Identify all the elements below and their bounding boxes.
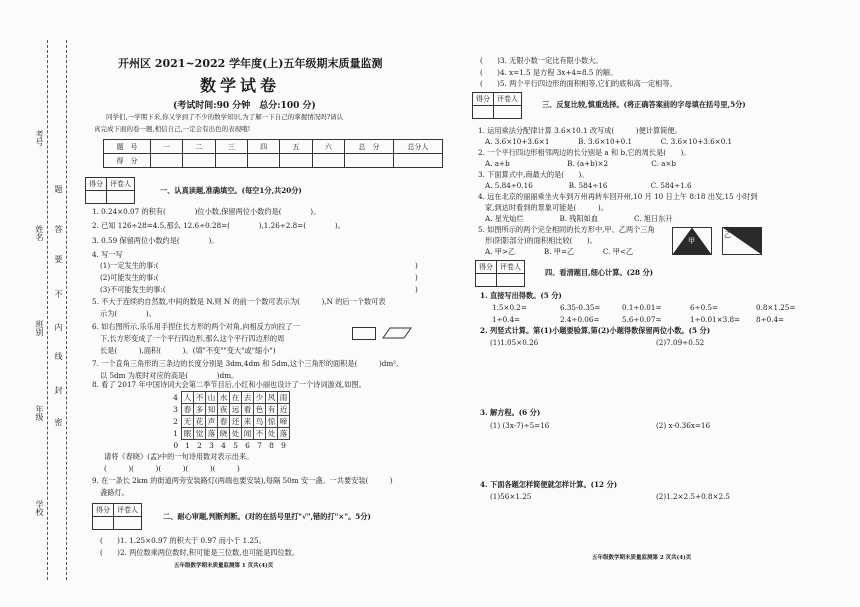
s1-item-6-cont2: 长是( ),面积( )。(填"不变""变大"或"缩小") <box>100 346 276 355</box>
seal-char: 要 <box>54 255 63 263</box>
score-header: 四 <box>247 140 279 154</box>
section1-title: 一、认真读题,准确填空。(每空1分,共20分) <box>160 186 302 195</box>
grid-cell: 山 <box>206 392 218 404</box>
s1-item-9: 9. 在一条长 2km 的街道两旁安装路灯(两端也要安装),每隔 50m 安一盏。一共要安装( ) <box>92 476 393 485</box>
s4-q4-title: 4. 下面各题怎样简便就怎样计算。(12 分) <box>480 480 618 489</box>
s4-q2-item: (1)1.05×0.26 <box>490 338 539 347</box>
label-yi: 乙 <box>724 231 731 239</box>
grader-reviewer-label: 评卷人 <box>114 504 142 517</box>
y-label: 3 <box>173 405 178 414</box>
s3-line: A. 甲>乙 B. 甲=乙 C. 甲<乙 <box>485 247 634 256</box>
s1-item-8-answers: ( )( )( )( )( ) <box>104 464 240 473</box>
s4-q3-item: (1) (3x-7)÷5=16 <box>490 421 550 430</box>
score-cell[interactable] <box>183 154 215 168</box>
s3-line: 1. 运用乘法分配律计算 3.6×10.1 改写成( )便计算简便。 <box>478 126 682 135</box>
grid-cell: 知 <box>206 404 218 416</box>
grader-box-1 <box>85 177 135 204</box>
rectangle-figure <box>352 327 376 340</box>
s4-q4-item: (2)1.2×2.5+0.8×2.5 <box>656 492 730 501</box>
grid-cell: 在 <box>230 392 242 404</box>
grid-cell: 远 <box>230 404 242 416</box>
s1-item-7: 7. 一个直角三角形的三条边的长度分别是 3dm,4dm 和 5dm,这个三角形的面积是( )dm², <box>92 359 399 368</box>
section3-title: 三、反复比较,慎重选择。(将正确答案前的字母填在括号里,5分) <box>542 100 746 109</box>
poem-grid <box>170 391 290 451</box>
s1-item-2: 2. 已知 126÷28=4.5,那么 12.6÷0.28=( ),1.26÷2.8=( )。 <box>92 221 345 230</box>
y-label: 2 <box>173 417 178 426</box>
score-cell[interactable] <box>151 154 183 168</box>
grid-cell: 不 <box>254 428 266 440</box>
seal-char: 封 <box>54 386 63 394</box>
score-cell[interactable] <box>280 154 312 168</box>
grader-score-label: 得分 <box>473 93 494 106</box>
grader-box-4 <box>475 260 525 287</box>
label-exam-number: 考号 <box>35 130 44 146</box>
score-row-label: 得 分 <box>104 154 151 168</box>
score-header: 总 分 <box>345 140 394 154</box>
seal-char: 内 <box>54 323 63 331</box>
subject-title: 数学试卷 <box>200 76 281 95</box>
grader-cell[interactable] <box>107 191 135 204</box>
grid-cell: 来 <box>242 416 254 428</box>
calc-item: 6.35-0.35= <box>560 303 601 312</box>
origin-label: 0 <box>173 440 179 450</box>
score-header: 三 <box>215 140 247 154</box>
grid-cell: 落 <box>206 428 218 440</box>
x-label: 8 <box>269 441 274 450</box>
grader-score-label: 得分 <box>476 261 497 274</box>
x-label: 2 <box>197 441 202 450</box>
score-cell[interactable] <box>312 154 344 168</box>
s3-line: 5. 如图所示的两个完全相同的长方形中,甲、乙两个三角 <box>478 225 655 234</box>
s3-line: 形(阴影部分)的面积相比较( )。 <box>485 236 597 245</box>
s3-line: A. 3.6×10+3.6×1 B. 3.6×10+0.1 C. 3.6×10+3.6×0.1 <box>485 137 733 146</box>
grader-box-2 <box>92 503 142 530</box>
grader-box-3 <box>472 92 522 119</box>
s1-item-4-1: (1)一定发生的事:( <box>100 261 159 270</box>
greeting-line-2: 真完成下面的卷一题,相信自己,一定会有出色的表现哦! <box>94 125 251 133</box>
grid-cell: 眠 <box>182 428 194 440</box>
calc-item: 2.4÷0.06= <box>560 315 600 324</box>
x-label: 9 <box>281 441 286 450</box>
grid-cell: 闻 <box>242 428 254 440</box>
seal-char: 密 <box>54 418 63 426</box>
grid-cell: 晓 <box>218 428 230 440</box>
s4-q2-item: (2)7.09÷0.52 <box>656 338 705 347</box>
grid-cell: 声 <box>206 416 218 428</box>
s1-item-3: 3. 0.59 保留两位小数约是( )。 <box>92 236 219 245</box>
grader-cell[interactable] <box>494 106 522 119</box>
s4-q3-title: 3. 解方程。(6 分) <box>480 408 541 417</box>
score-header: 总分人 <box>394 140 443 154</box>
grid-cell: 风 <box>266 392 278 404</box>
s1-item-9-cont: 盏路灯。 <box>100 488 129 497</box>
s2-item-5: ( )5. 两个平行四边形的面积相等,它们的底和高一定相等。 <box>480 79 677 88</box>
s1-item-6: 6. 如右图所示,乐乐用手捏住长方形的两个对角,向相反方向拉了一 <box>92 322 300 331</box>
grid-cell: 不 <box>194 392 206 404</box>
grader-cell[interactable] <box>114 517 142 530</box>
seal-char: 题 <box>54 185 63 193</box>
grader-score-label: 得分 <box>86 178 107 191</box>
grader-cell[interactable] <box>473 106 494 119</box>
grid-cell: 落 <box>278 428 290 440</box>
footer-right: 五年级数学期末质量监测第 2 页共(4)页 <box>592 555 692 561</box>
s1-item-8: 8. 看了 2017 年中国诗词大会第二季节目后,小红和小丽也设计了一个诗词游戏,如图。 <box>92 380 366 389</box>
grid-cell: 觉 <box>194 428 206 440</box>
s1-item-5: 5. 不大于连续的自然数,中间的数是 N,则 N 的前一个数可表示为( ),N 的后一个数可表 <box>92 297 386 306</box>
calc-item: 1÷0.4= <box>492 315 521 324</box>
x-label: 5 <box>233 441 238 450</box>
seal-char: 不 <box>54 290 63 298</box>
grid-cell: 处 <box>230 428 242 440</box>
y-label: 1 <box>173 429 178 438</box>
grid-cell: 惊 <box>266 416 278 428</box>
parallelogram-figure <box>382 327 412 339</box>
grader-cell[interactable] <box>93 517 114 530</box>
s3-line: A. 5.84÷0.16 B. 584÷16 C. 584÷1.6 <box>485 181 692 190</box>
s2-item-3: ( )3. 无限小数一定比有限小数大。 <box>480 56 603 65</box>
s4-q4-item: (1)56×1.25 <box>490 492 532 501</box>
score-cell[interactable] <box>215 154 247 168</box>
calc-item: 1.5×0.2= <box>492 303 527 312</box>
x-label: 1 <box>185 441 190 450</box>
score-cell[interactable] <box>394 154 443 168</box>
grid-cell: 去 <box>242 392 254 404</box>
s1-item-5-cont: 示为( )。 <box>100 309 156 318</box>
calc-item: 1÷0.01×3.8= <box>690 315 741 324</box>
grid-cell: 色 <box>254 404 266 416</box>
seal-char: 答 <box>54 225 63 233</box>
binding-line-2 <box>66 40 67 580</box>
score-table <box>103 139 443 168</box>
s1-item-4-3: (3)不可能发生的事:( <box>100 285 166 294</box>
s1-item-4-2: (2)可能发生的事:( <box>100 273 159 282</box>
score-cell[interactable] <box>345 154 394 168</box>
grader-reviewer-label: 评卷人 <box>494 93 522 106</box>
score-header: 五 <box>280 140 312 154</box>
s2-item-2: ( )2. 两位数乘两位数时,积可能是三位数,也可能是四位数。 <box>100 548 300 557</box>
y-label: 4 <box>173 393 178 402</box>
s1-item-7-cont: 以 5dm 为底时对应的高是( )dm。 <box>100 371 239 380</box>
grid-cell: 人 <box>182 392 194 404</box>
score-cell[interactable] <box>247 154 279 168</box>
s3-line: A. 星光灿烂 B. 残阳如血 C. 旭日东升 <box>485 214 673 223</box>
grader-score-label: 得分 <box>93 504 114 517</box>
grid-cell: 处 <box>266 428 278 440</box>
paren-close: ) <box>415 285 418 294</box>
grid-cell: 无 <box>182 416 194 428</box>
paren-close: ) <box>415 261 418 270</box>
grid-cell: 多 <box>194 404 206 416</box>
x-label: 6 <box>245 441 250 450</box>
section4-title: 四、看清题目,细心计算。(28 分) <box>545 268 654 277</box>
x-label: 4 <box>221 441 226 450</box>
exam-info: (考试时间:90 分钟 总分:100 分) <box>173 101 316 111</box>
paren-close: ) <box>415 273 418 282</box>
grader-reviewer-label: 评卷人 <box>497 261 525 274</box>
grid-cell: 春 <box>182 404 194 416</box>
calc-item: 0.1÷0.01= <box>622 303 662 312</box>
s3-line: A. a+b B. (a+b)×2 C. a×b <box>485 159 676 168</box>
grid-cell: 还 <box>230 416 242 428</box>
calc-item: 6÷0.5= <box>690 303 719 312</box>
grid-cell: 花 <box>194 416 206 428</box>
grid-cell: 看 <box>242 404 254 416</box>
s2-item-4: ( )4. x=1.5 是方程 3x+4=8.5 的解。 <box>480 68 618 77</box>
exam-title: 开州区 2021~2022 学年度(上)五年级期末质量监测 <box>118 57 383 70</box>
s4-q1-title: 1. 直接写出得数。(5 分) <box>480 291 562 300</box>
s3-line: 4. 远在北京的丽丽乘坐火车到万州再转车回开州,10 月 10 日上午 8:18 出发,15 小时到 <box>478 192 758 201</box>
score-header: 二 <box>183 140 215 154</box>
score-header: 题 号 <box>104 140 151 154</box>
section2-title: 二、耐心审题,判断判断。(对的在括号里打"√",错的打"×"。5分) <box>163 512 371 521</box>
x-label: 3 <box>209 441 214 450</box>
grid-cell: 有 <box>266 404 278 416</box>
grid-cell: 啼 <box>278 416 290 428</box>
calc-item: 8÷0.4= <box>756 315 785 324</box>
calc-item: 5.6÷0.07= <box>622 315 662 324</box>
s1-item-8-task: 请将《春晓》(孟)中的一句诗用数对表示出来。 <box>104 452 254 461</box>
grid-cell: 鸟 <box>254 416 266 428</box>
calc-item: 0.8×1.25= <box>756 303 796 312</box>
grid-cell: 少 <box>254 392 266 404</box>
grader-reviewer-label: 评卷人 <box>107 178 135 191</box>
label-class: 班别 <box>35 320 44 336</box>
s3-line: 2. 一个平行四边形相邻两边的长分别是 a 和 b,它的周长是( )。 <box>478 148 691 157</box>
x-label: 7 <box>257 441 262 450</box>
grid-cell: 水 <box>218 392 230 404</box>
seal-char: 线 <box>54 352 63 360</box>
footer-left: 五年级数学期末质量监测第 1 页共(4)页 <box>174 563 274 569</box>
s1-item-4: 4. 写一写 <box>92 250 123 259</box>
s3-line: 3. 下面算式中,商最大的是( )。 <box>478 170 589 179</box>
grader-cell[interactable] <box>497 274 525 287</box>
score-header: 一 <box>151 140 183 154</box>
label-name: 姓名 <box>35 225 44 241</box>
s1-item-1: 1. 0.24×0.07 的积有( )位小数,保留两位小数约是( )。 <box>92 207 321 216</box>
s2-item-1: ( )1. 1.25×0.97 的积大于 0.97 而小于 1.25。 <box>100 536 266 545</box>
s3-line: 家,到达时看到的景象可能是( )。 <box>485 203 608 212</box>
grid-cell: 夜 <box>218 404 230 416</box>
grid-cell: 近 <box>278 404 290 416</box>
score-header: 六 <box>312 140 344 154</box>
label-grade: 年级 <box>35 405 44 421</box>
binding-line-1 <box>47 40 48 580</box>
s4-q3-item: (2) x-0.36x=16 <box>656 421 711 430</box>
s4-q2-title: 2. 列竖式计算。第(1)小题要验算,第(2)小题得数保留两位小数。(5 分) <box>480 326 711 335</box>
label-school: 学校 <box>35 500 44 516</box>
grader-cell[interactable] <box>86 191 107 204</box>
s1-item-6-cont: 下,长方形变成了一个平行四边形,那么这个平行四边形的周 <box>100 334 285 343</box>
grid-cell: 雨 <box>278 392 290 404</box>
greeting-line-1: 同学们,一学期下来,你又学到了不少的数学知识,为了解一下自己的掌握情况吗?请认 <box>106 113 344 121</box>
grid-cell: 春 <box>218 416 230 428</box>
grader-cell[interactable] <box>476 274 497 287</box>
label-jia: 甲 <box>688 237 695 245</box>
